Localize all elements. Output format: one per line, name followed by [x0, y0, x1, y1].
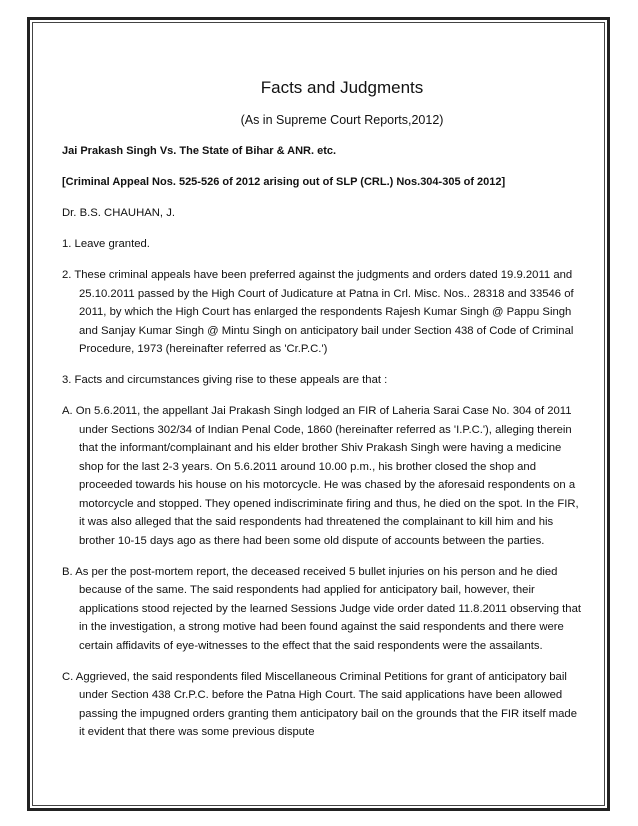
case-name: Jai Prakash Singh Vs. The State of Bihar & ANR. etc. — [62, 145, 337, 157]
paragraph-b: B. As per the post-mortem report, the deceased received 5 bullet injuries on his person and he died because of the same. The said respondents had applied for anticipatory bail, however, their applications stood rejected by the learned Sessions Judge vide order dated 11.8.2011 observing that in the investigation, a strong motive had been found against the said respondents and there were certain affidavits of eye-witnesses to the effect that the said respondents were the assailants. — [62, 565, 581, 652]
judge-name: Dr. B.S. CHAUHAN, J. — [62, 207, 175, 219]
document-subtitle: (As in Supreme Court Reports,2012) — [240, 113, 444, 127]
document-body — [62, 76, 582, 754]
paragraph-a: A. On 5.6.2011, the appellant Jai Prakash Singh lodged an FIR of Laheria Sarai Case No. 304 of 2011 under Sections 302/34 of Indian Penal Code, 1860 (hereinafter referred as 'I.P.C.'), alleging therein that the informant/complainant and his elder brother Shiv Prakash Singh were having a medicine shop for the last 2-3 years. On 5.6.2011 around 10.00 p.m., his brother closed the shop and proceeded towards his house on his motorcycle. He was chased by the aforesaid respondents on a motorcycle and stopped. They opened indiscriminate firing and thus, he died on the spot. In the FIR, it was also alleged that the said respondents had threatened the complainant to kill him and his brother 10-15 days ago as there had been some old dispute of accounts between the parties. — [62, 405, 579, 547]
paragraph-c: C. Aggrieved, the said respondents filed Miscellaneous Criminal Petitions for grant of anticipatory bail under Section 438 Cr.P.C. before the Patna High Court. The said applications have been allowed passing the impugned orders granting them anticipatory bail on the grounds that the FIR itself made it evident that there was some previous dispute — [62, 670, 577, 738]
paragraph-2: 2. These criminal appeals have been preferred against the judgments and orders dated 19.9.2011 and 25.10.2011 passed by the High Court of Judicature at Patna in Crl. Misc. Nos.. 28318 and 33546 of 2011, by which the High Court has enlarged the respondents Rajesh Kumar Singh @ Pappu Singh and Sanjay Kumar Singh @ Mintu Singh on anticipatory bail under Section 438 of Code of Criminal Procedure, 1973 (hereinafter referred as 'Cr.P.C.') — [62, 269, 574, 355]
paragraph-1: 1. Leave granted. — [62, 238, 150, 250]
case-reference: [Criminal Appeal Nos. 525-526 of 2012 arising out of SLP (CRL.) Nos.304-305 of 2012] — [62, 176, 506, 188]
document-title: Facts and Judgments — [260, 78, 424, 97]
paragraph-3: 3. Facts and circumstances giving rise to these appeals are that : — [62, 374, 388, 386]
